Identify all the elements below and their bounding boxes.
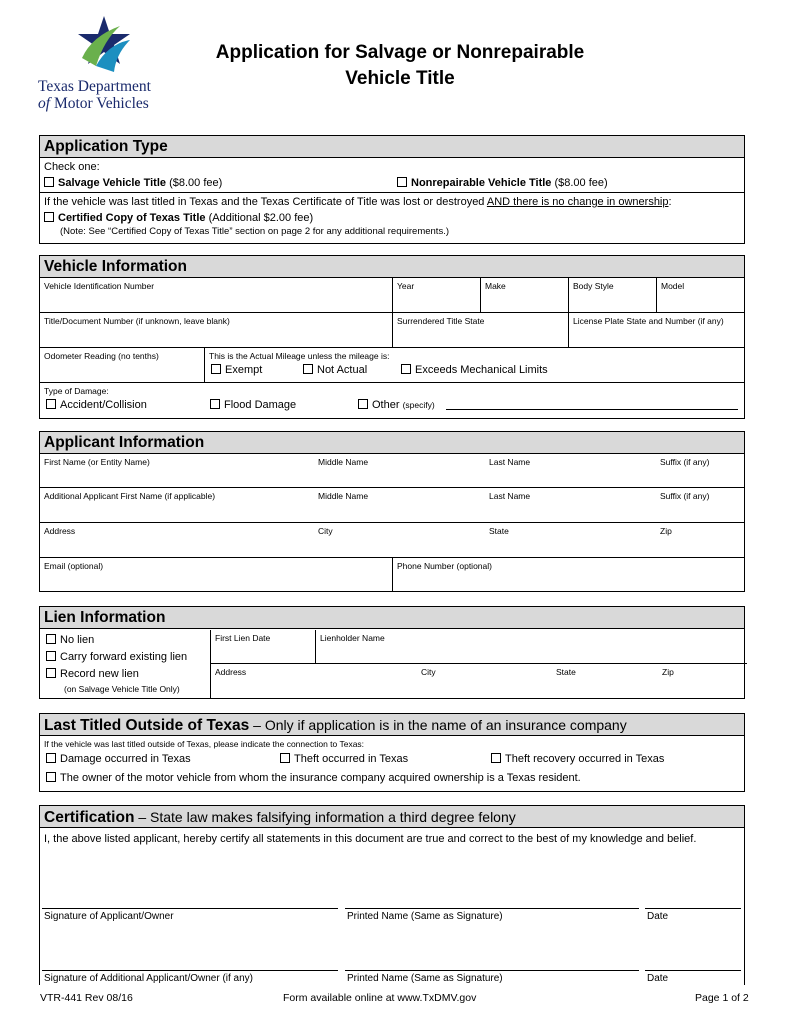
check-one-label: Check one: xyxy=(44,161,100,173)
year-label: Year xyxy=(397,281,415,291)
odometer-field[interactable] xyxy=(40,348,204,382)
theft-texas-checkbox[interactable] xyxy=(280,753,290,763)
application-type-section xyxy=(39,135,745,244)
lien-details xyxy=(210,630,746,698)
exceeds-option[interactable] xyxy=(401,364,548,376)
printed-name1-line[interactable] xyxy=(345,908,639,909)
title-number-field[interactable] xyxy=(40,313,392,347)
printed-name2-label: Printed Name (Same as Signature) xyxy=(347,973,503,984)
lienholder-name-field[interactable] xyxy=(315,630,747,663)
vehicle-row-4 xyxy=(40,383,744,418)
lien-info-section xyxy=(39,606,745,699)
exempt-option[interactable] xyxy=(211,364,262,376)
sig-additional-line[interactable] xyxy=(42,970,338,971)
surrendered-state-field[interactable] xyxy=(392,313,568,347)
no-lien-option[interactable] xyxy=(46,634,94,646)
lien-state-label: State xyxy=(556,667,576,677)
form-header xyxy=(0,0,803,128)
outside-texas-body xyxy=(40,736,744,791)
lien-address-label: Address xyxy=(215,667,247,677)
certified-copy-option[interactable] xyxy=(44,212,313,224)
nonrepairable-option[interactable] xyxy=(397,177,608,189)
agency-name-rest: Motor Vehicles xyxy=(53,95,149,112)
plate-label: License Plate State and Number (if any) xyxy=(573,316,724,326)
email-label: Email (optional) xyxy=(44,561,104,571)
certification-heading-sub: – State law makes falsifying information a third degree felony xyxy=(134,809,516,825)
application-type-choice-row xyxy=(40,158,744,193)
star-logo-icon xyxy=(74,14,132,74)
applicant-info-section xyxy=(39,431,745,592)
add-first-name-label: Additional Applicant First Name (if applicable) xyxy=(44,491,216,501)
add-suffix-label: Suffix (if any) xyxy=(660,491,710,501)
make-field[interactable] xyxy=(480,278,568,312)
lien-zip-label: Zip xyxy=(662,667,674,677)
vin-label: Vehicle Identification Number xyxy=(44,281,155,291)
city-label: City xyxy=(318,526,333,536)
certified-copy-row xyxy=(40,193,744,243)
middle-name-label: Middle Name xyxy=(318,457,369,467)
certified-copy-checkbox[interactable] xyxy=(44,212,54,222)
vin-field[interactable] xyxy=(40,278,392,312)
record-new-checkbox[interactable] xyxy=(46,668,56,678)
vehicle-info-section xyxy=(39,255,745,419)
theft-texas-label: Theft occurred in Texas xyxy=(294,753,409,765)
add-last-name-label: Last Name xyxy=(489,491,531,501)
mileage-status-field xyxy=(204,348,746,382)
outside-texas-heading xyxy=(40,714,744,736)
applicant-row-4 xyxy=(40,558,744,592)
date1-line[interactable] xyxy=(645,908,741,909)
applicant-row-2 xyxy=(40,488,744,523)
first-lien-date-field[interactable] xyxy=(211,630,315,663)
agency-name-of: of xyxy=(38,95,51,112)
certified-copy-note: (Note: See “Certified Copy of Texas Title” section on page 2 for any additional requirements.) xyxy=(60,226,449,237)
title-number-label: Title/Document Number (if unknown, leave blank) xyxy=(44,316,230,326)
vehicle-info-heading: Vehicle Information xyxy=(40,256,744,278)
carry-forward-label: Carry forward existing lien xyxy=(60,651,188,663)
lien-options xyxy=(40,630,210,698)
printed-name1-label: Printed Name (Same as Signature) xyxy=(347,911,503,922)
salvage-only-note: (on Salvage Vehicle Title Only) xyxy=(64,684,180,694)
lien-row-1 xyxy=(211,630,747,664)
add-middle-name-label: Middle Name xyxy=(318,491,369,501)
theft-recovery-label: Theft recovery occurred in Texas xyxy=(505,753,665,765)
applicant-row-1 xyxy=(40,454,744,488)
certification-heading xyxy=(40,806,744,828)
theft-recovery-option[interactable] xyxy=(491,753,664,765)
other-label: Other xyxy=(372,399,400,411)
plate-field[interactable] xyxy=(568,313,746,347)
lien-row-2[interactable] xyxy=(211,664,747,698)
lien-info-heading: Lien Information xyxy=(40,607,744,629)
flood-option[interactable] xyxy=(210,399,296,411)
certified-condition-text xyxy=(44,196,672,208)
form-title-line2: Vehicle Title xyxy=(345,68,455,89)
body-style-field[interactable] xyxy=(568,278,656,312)
suffix-label: Suffix (if any) xyxy=(660,457,710,467)
outside-texas-heading-sub: – Only if application is in the name of an insurance company xyxy=(249,717,627,733)
date2-label: Date xyxy=(647,973,669,984)
zip-label: Zip xyxy=(660,526,672,536)
applicant-info-heading: Applicant Information xyxy=(40,432,744,454)
phone-label: Phone Number (optional) xyxy=(397,561,492,571)
application-type-heading: Application Type xyxy=(40,136,744,158)
salvage-label: Salvage Vehicle Title xyxy=(58,177,167,189)
other-option[interactable] xyxy=(358,399,435,411)
record-new-option[interactable] xyxy=(46,668,139,680)
page-number: Page 1 of 2 xyxy=(695,992,749,1004)
vehicle-row-3 xyxy=(40,348,744,383)
accident-option[interactable] xyxy=(46,399,147,411)
owner-resident-option[interactable] xyxy=(46,772,581,784)
online-availability: Form available online at www.TxDMV.gov xyxy=(283,992,477,1004)
certified-copy-label: Certified Copy of Texas Title xyxy=(58,212,206,224)
carry-forward-checkbox[interactable] xyxy=(46,651,56,661)
certification-section xyxy=(39,805,745,985)
first-lien-date-label: First Lien Date xyxy=(215,633,271,643)
salvage-option[interactable] xyxy=(44,177,222,189)
certification-body xyxy=(40,828,744,985)
condition-text: If the vehicle was last titled in Texas and the Texas Certificate of Title was lost or destroyed xyxy=(44,196,485,208)
exempt-checkbox[interactable] xyxy=(211,364,221,374)
flood-label: Flood Damage xyxy=(224,399,297,411)
surrendered-state-label: Surrendered Title State xyxy=(397,316,485,326)
vehicle-row-2 xyxy=(40,313,744,348)
odometer-label: Odometer Reading (no tenths) xyxy=(44,351,159,361)
sig-applicant-label: Signature of Applicant/Owner xyxy=(44,911,174,922)
sig-applicant-line[interactable] xyxy=(42,908,338,909)
owner-resident-checkbox[interactable] xyxy=(46,772,56,782)
first-name-label: First Name (or Entity Name) xyxy=(44,457,150,467)
not-actual-checkbox[interactable] xyxy=(303,364,313,374)
phone-field[interactable] xyxy=(392,558,746,592)
last-name-label: Last Name xyxy=(489,457,531,467)
damage-texas-checkbox[interactable] xyxy=(46,753,56,763)
lien-city-label: City xyxy=(421,667,436,677)
model-label: Model xyxy=(661,281,685,291)
salvage-fee: ($8.00 fee) xyxy=(169,177,223,189)
nonrepairable-label: Nonrepairable Vehicle Title xyxy=(411,177,552,189)
form-title xyxy=(150,40,650,92)
form-title-line1: Application for Salvage or Nonrepairable xyxy=(215,42,585,63)
theft-recovery-checkbox[interactable] xyxy=(491,753,501,763)
vehicle-row-1 xyxy=(40,278,744,313)
damage-texas-option[interactable] xyxy=(46,753,191,765)
owner-resident-label: The owner of the motor vehicle from whom the insurance company acquired ownership is a Texas resident. xyxy=(60,772,581,784)
not-actual-label: Not Actual xyxy=(317,364,368,376)
year-field[interactable] xyxy=(392,278,480,312)
date2-line[interactable] xyxy=(645,970,741,971)
accident-label: Accident/Collision xyxy=(60,399,147,411)
state-label: State xyxy=(489,526,509,536)
printed-name2-line[interactable] xyxy=(345,970,639,971)
applicant-row-3 xyxy=(40,523,744,558)
damage-texas-label: Damage occurred in Texas xyxy=(60,753,191,765)
lienholder-name-label: Lienholder Name xyxy=(320,633,385,643)
sig-additional-label: Signature of Additional Applicant/Owner (if any) xyxy=(44,973,254,984)
agency-name-line1: Texas Department xyxy=(38,78,151,95)
exempt-label: Exempt xyxy=(225,364,263,376)
other-specify-line[interactable] xyxy=(446,409,738,410)
outside-texas-intro: If the vehicle was last titled outside of Texas, please indicate the connection to Texas: xyxy=(44,739,365,749)
certified-copy-fee: (Additional $2.00 fee) xyxy=(208,212,314,224)
address-label: Address xyxy=(44,526,76,536)
outside-texas-heading-main: Last Titled Outside of Texas xyxy=(44,717,250,734)
exceeds-checkbox[interactable] xyxy=(401,364,411,374)
outside-texas-section xyxy=(39,713,745,792)
exceeds-label: Exceeds Mechanical Limits xyxy=(415,364,548,376)
make-label: Make xyxy=(485,281,506,291)
record-new-label: Record new lien xyxy=(60,668,139,680)
condition-end: : xyxy=(668,196,672,208)
actual-mileage-label: This is the Actual Mileage unless the mileage is: xyxy=(209,351,390,361)
not-actual-option[interactable] xyxy=(303,364,367,376)
certification-statement: I, the above listed applicant, hereby certify all statements in this document are true and correct to the best of my knowledge and belief. xyxy=(44,833,697,845)
other-checkbox[interactable] xyxy=(358,399,368,409)
email-field[interactable] xyxy=(40,558,392,592)
specify-label: (specify) xyxy=(402,400,435,410)
body-style-label: Body Style xyxy=(573,281,614,291)
theft-texas-option[interactable] xyxy=(280,753,408,765)
form-id: VTR-441 Rev 08/16 xyxy=(40,992,133,1004)
certification-heading-main: Certification xyxy=(44,809,135,826)
carry-forward-option[interactable] xyxy=(46,651,187,663)
nonrepairable-checkbox[interactable] xyxy=(397,177,407,187)
accident-checkbox[interactable] xyxy=(46,399,56,409)
agency-name-line2 xyxy=(38,95,149,113)
flood-checkbox[interactable] xyxy=(210,399,220,409)
model-field[interactable] xyxy=(656,278,746,312)
date1-label: Date xyxy=(647,911,669,922)
damage-type-label: Type of Damage: xyxy=(44,386,109,396)
no-lien-label: No lien xyxy=(60,634,95,646)
nonrepairable-fee: ($8.00 fee) xyxy=(554,177,608,189)
no-lien-checkbox[interactable] xyxy=(46,634,56,644)
salvage-checkbox[interactable] xyxy=(44,177,54,187)
condition-underlined: AND there is no change in ownership xyxy=(486,196,669,208)
